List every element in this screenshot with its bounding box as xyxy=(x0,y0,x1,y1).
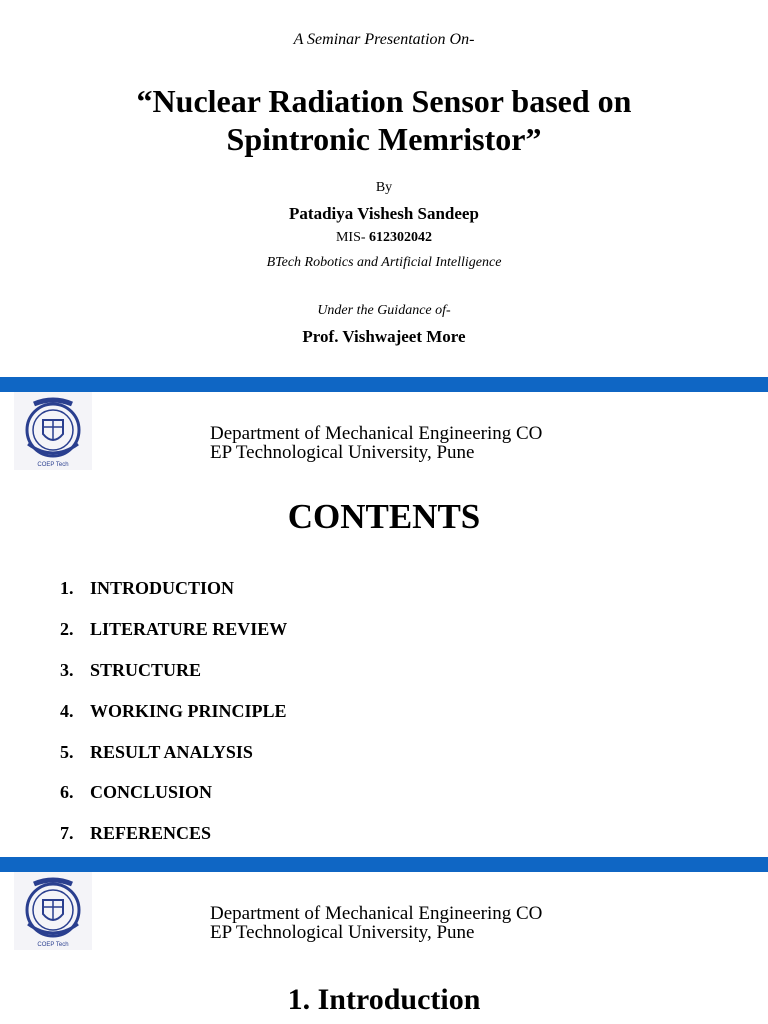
toc-label: REFERENCES xyxy=(90,823,212,843)
toc-item-3 xyxy=(60,660,201,681)
department-line-2: EP Technological University, Pune xyxy=(210,442,475,463)
department-block xyxy=(210,904,542,942)
title-line-1: “Nuclear Radiation Sensor based on xyxy=(136,83,632,119)
seminar-kicker: A Seminar Presentation On- xyxy=(293,31,475,48)
toc-label: CONCLUSION xyxy=(90,782,213,802)
logo-caption: COEP Tech xyxy=(37,942,69,948)
toc-number: 6. xyxy=(60,782,74,802)
coep-logo xyxy=(14,872,92,955)
toc-number: 5. xyxy=(60,742,74,762)
presentation-title xyxy=(0,82,768,158)
logo-caption: COEP Tech xyxy=(37,462,69,468)
department-line-1: Department of Mechanical Engineering CO xyxy=(210,423,543,444)
introduction-heading: 1. Introduction xyxy=(287,983,481,1016)
toc-item-7 xyxy=(60,823,211,844)
toc-label: WORKING PRINCIPLE xyxy=(90,701,287,721)
toc-number: 3. xyxy=(60,660,74,680)
mis-label: MIS- xyxy=(335,230,366,245)
author-name: Patadiya Vishesh Sandeep xyxy=(289,204,479,223)
blue-divider-band xyxy=(0,857,768,872)
contents-heading: CONTENTS xyxy=(287,497,481,536)
mis-value: 612302042 xyxy=(369,230,433,245)
toc-item-5 xyxy=(60,742,253,763)
blue-divider-band xyxy=(0,377,768,392)
toc-item-4 xyxy=(60,701,287,722)
toc-label: INTRODUCTION xyxy=(90,578,235,598)
department-line-1: Department of Mechanical Engineering CO xyxy=(210,903,543,924)
toc-number: 2. xyxy=(60,619,74,639)
coep-logo xyxy=(14,392,92,475)
toc-number: 4. xyxy=(60,701,74,721)
toc-label: LITERATURE REVIEW xyxy=(90,619,288,639)
department-block xyxy=(210,424,542,462)
toc-item-6 xyxy=(60,782,212,803)
program-name: BTech Robotics and Artificial Intelligence xyxy=(266,255,502,270)
toc-label: STRUCTURE xyxy=(90,660,202,680)
toc-number: 1. xyxy=(60,578,74,598)
mis-line xyxy=(0,230,768,246)
guidance-label: Under the Guidance of- xyxy=(317,303,451,318)
department-line-2: EP Technological University, Pune xyxy=(210,922,475,943)
by-label: By xyxy=(375,180,393,195)
title-line-2: Spintronic Memristor” xyxy=(226,121,542,157)
toc-item-1 xyxy=(60,578,234,599)
toc-item-2 xyxy=(60,619,287,640)
toc-number: 7. xyxy=(60,823,74,843)
toc-label: RESULT ANALYSIS xyxy=(90,742,253,762)
guide-name: Prof. Vishwajeet More xyxy=(302,327,466,346)
